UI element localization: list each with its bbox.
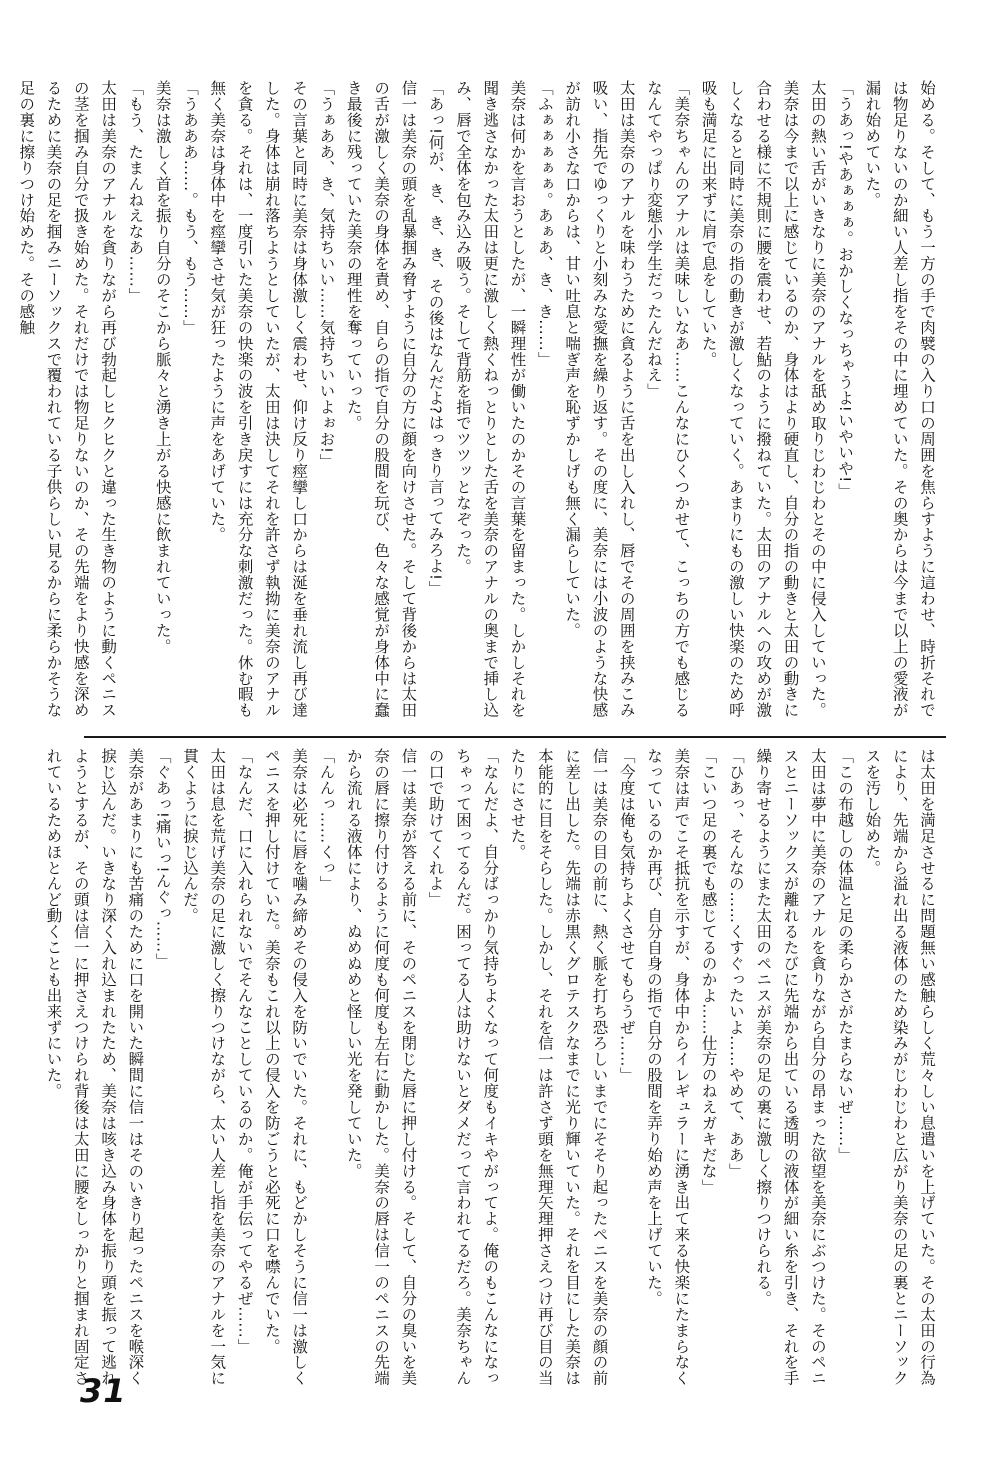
lower-text-column: は太田を満足させるに問題無い感触らしく荒々しい息遣いを上げていた。その太田の行為により、先端から溢れ出る液体のため染みがじわじわと広がり美奈の足の裏とニーソックスを汚し始めた。 「この布越しの体温と足の柔らかさがたまらないぜ……」 太田は夢中に美奈のアナルを貪りながら自分の昂まった欲望を美奈にぶつけた。そのペニスとニーソックスが離れるたびに先端から出ている透明の液体が細い糸を引き、それを手繰り寄せるようにまた太田のペニスが美奈の足の裏に激しく擦りつけられる。 「ひあっ、そんなの……くすぐったいよ……やめて、ああ」 「こいつ足の裏でも感じてるのかよ……仕方のねえガキだな」 美奈は声でこそ抵抗を示すが、身体中からイレギュラーに湧き出て来る快楽にたまらなくなっているのか再び、自分自身の指で自分の股間を弄り始め声を上げていた。 「今度は俺も気持ちよくさせてもらうぜ……」 信一は美奈の目の前に、熱く脈を打ち恐ろしいまでにそそり起ったペニスを美奈の顔の前に差し出した。先端は赤黒くグロテスクなまでに光り輝いていた。それを目にした美奈は本能的に目をそらした。しかし、それを信一は許さず頭を無理矢理押さえつけ再び目の当たりにさせた。 「なんだよ、自分ばっかり気持ちよくなって何度もイキやがってよ。俺のもこんなになっちゃって困ってるんだ。困ってる人は助けないとダメだって言われてるだろ。美奈ちゃんの口で助けてくれよ」 信一は美奈が答える前に、そのペニスを閉じた唇に押し付ける。そして、自分の臭いを美奈の唇に擦り付けるように何度も何度も左右に動かした。美奈の唇は信一のペニスの先端から流れる液体により、ぬめぬめと怪しい光を発していた。 「んんっ……くっ」 美奈は必死に唇を噛み締めその侵入を防いでいた。それに、もどかしそうに信一は激しくペニスを押し付けていた。美奈もこれ以上の侵入を防ごうと必死に口を噤んでいた。 「なんだ、口に入れられないでそんなことしているのか。俺が手伝ってやるぜ……」 太田は息を荒げ美奈の足に激しく擦りつけながら、太い人差し指を美奈のアナルを一気に貫くように捩じ込んだ。 「ぐあっ!痛いっ!んぐっ……」 美奈があまりにも苦痛のために口を開いた瞬間に信一はそのいきり起ったペニスを喉深く捩じ込んだ。いきなり深く入れ込まれたため、美奈は咳き込み身体を振り頭を振って逃れようとするが、その頭は信一に押さえつけられ背後は太田に腰をしっかりと掴まれ固定されているためほとんど動くことも出来ずにいた。 [44,748,936,1386]
section-divider [84,736,946,738]
upper-text-column: 始める。そして、もう一方の手で肉襞の入り口の周囲を焦らすように這わせ、時折それでは物足りないのか細い人差し指をその中に埋めていた。その奥からは今まで以上の愛液が漏れ始めていた。 「うあっ!やあぁぁぁ。おかしくなっちゃうよ!いやいや!」 太田の熱い舌がいきなりに美奈のアナルを舐め取りじわじわとその中に侵入していった。美奈は今まで以上に感じているのか、身体はより硬直し、自分の指の動きと太田の動きに合わせる様に不規則に腰を震わせ、若鮎のように撥ねていた。太田のアナルへの攻めが激しくなると同時に美奈の指の動きが激しくなっていく。あまりにもの激しい快楽のため呼吸も満足に出来ずに肩で息をしていた。 「美奈ちゃんのアナルは美味しいなあ……こんなにひくつかせて、こっちの方でも感じるなんてやっぱり変態小学生だったんだねえ」 太田は美奈のアナルを味わうために貪るように舌を出し入れし、唇でその周囲を挟みこみ吸い、指先でゆっくりと小刻みな愛撫を繰り返す。その度に、美奈には小波のような快感が訪れ小さな口からは、甘い吐息と喘ぎ声を恥ずかしげも無く漏らしていた。 「ふぁぁぁぁぁ。あぁあ、き、き……」 美奈は何かを言おうとしたが、一瞬理性が働いたのかその言葉を留まった。しかしそれを聞き逃さなかった太田は更に激しく熱くねっとりとした舌を美奈のアナルの奥まで挿し込み、唇で全体を包み込み吸う。そして背筋を指でツツッとなぞった。 「あっ!何が、き、き、き、その後はなんだよ?はっきり言ってみろよ!」 信一は美奈の頭を乱暴掴み脅すように自分の方に顔を向けさせた。そして背後からは太田の舌が激しく美奈の身体を責め、自らの指で自分の股間を玩び、色々な感覚が身体中に蠢き最後に残っていた美奈の理性を奪っていった。 「うぁああ、き、気持ちいい……気持ちいいよぉお!」 その言葉と同時に美奈は身体激しく震わせ、仰け反り痙攣し口からは涎を垂れ流し再び達した。身体は崩れ落ちようとしていたが、太田は決してそれを許さず執拗に美奈のアナルを貪る。それは、一度引いた美奈の快楽の波を引き戻すには充分な刺激だった。休む暇も無く美奈は身体中を痙攣させ気が狂ったように声をあげていた。 「うあああ……。もう、もう……」 美奈は激しく首を振り自分のそこから脈々と湧き上がる快感に飲まれていった。 「もう、たまんねえなあ……」 太田は美奈のアナルを貪りながら再び勃起しヒクヒクと違った生き物のように動くペニスの茎を掴み自分で扱き始めた。それだけでは物足りないのか、その先端をより快感を深めるために美奈の足を掴みニーソックスで覆われている子供らしい見るからに柔らかそうな足の裏に擦りつけ始めた。その感触 [17,80,936,719]
page-number: 31 [80,1372,127,1410]
